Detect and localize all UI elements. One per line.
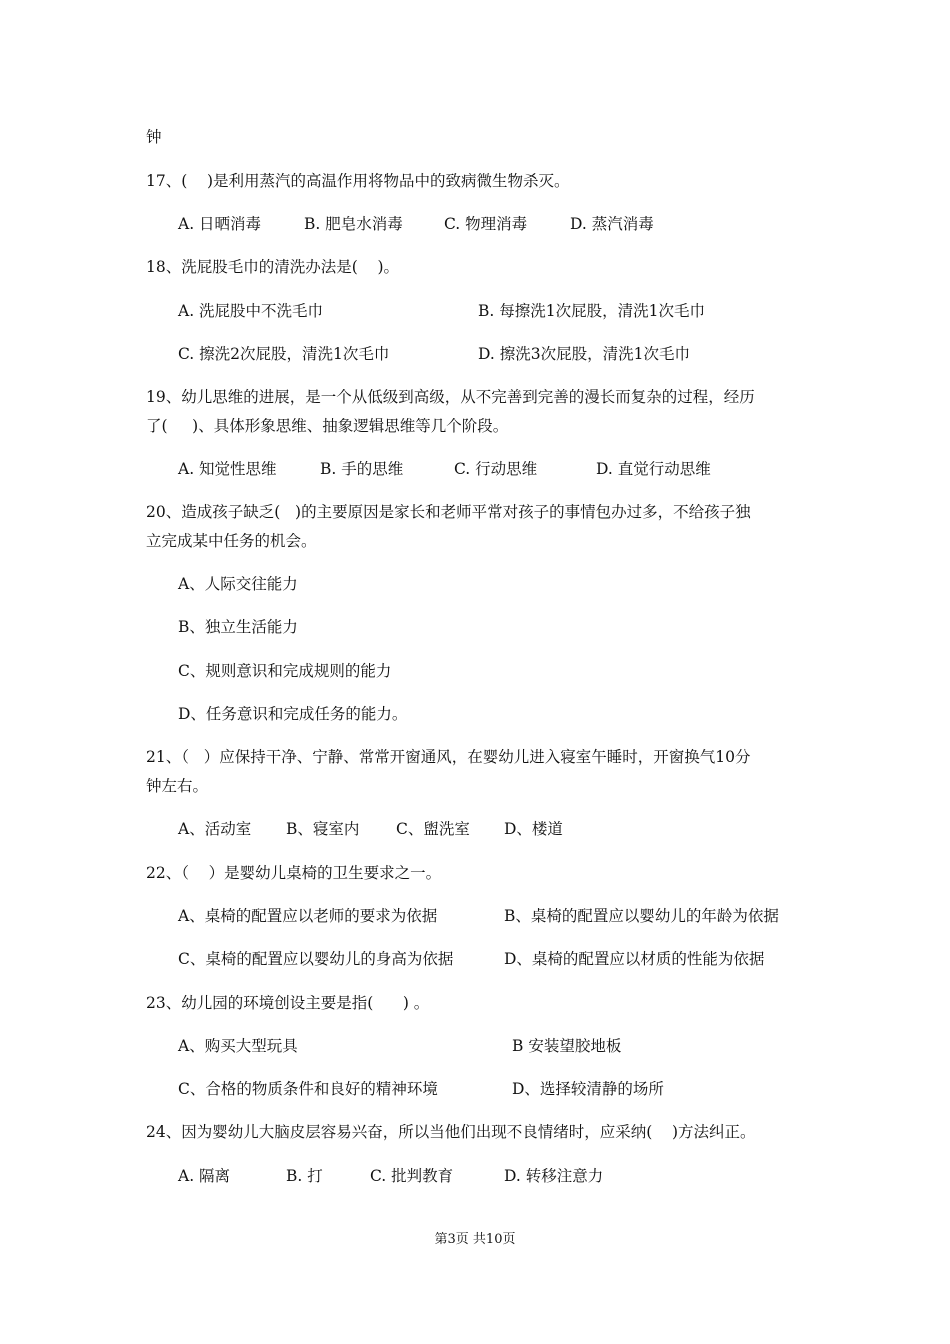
option: A. 日晒消毒 <box>178 215 262 233</box>
question-20: 20、造成孩子缺乏( )的主要原因是家长和老师平常对孩子的事情包办过多，不给孩子独 <box>146 503 751 521</box>
option: B. 每擦洗1次屁股，清洗1次毛巾 <box>478 302 705 320</box>
option: B. 手的思维 <box>320 460 404 478</box>
option: D、楼道 <box>504 820 563 838</box>
question-19: 19、幼儿思维的进展，是一个从低级到高级，从不完善到完善的漫长而复杂的过程，经历 <box>146 388 755 406</box>
option: B. 肥皂水消毒 <box>304 215 403 233</box>
option: A、人际交往能力 <box>178 575 298 593</box>
question-23: 23、幼儿园的环境创设主要是指( ) 。 <box>146 994 430 1012</box>
option: C. 擦洗2次屁股，清洗1次毛巾 <box>178 345 390 363</box>
option: B. 打 <box>286 1167 323 1185</box>
option: D、任务意识和完成任务的能力。 <box>178 705 408 723</box>
option: A. 洗屁股中不洗毛巾 <box>178 302 324 320</box>
option: B、独立生活能力 <box>178 618 298 636</box>
question-24: 24、因为婴幼儿大脑皮层容易兴奋，所以当他们出现不良情绪时，应采纳( )方法纠正。 <box>146 1123 756 1141</box>
option: B 安装望胶地板 <box>512 1037 622 1055</box>
option: A. 知觉性思维 <box>178 460 277 478</box>
option: C、规则意识和完成规则的能力 <box>178 662 392 680</box>
option: A、活动室 <box>178 820 252 838</box>
option: A、桌椅的配置应以老师的要求为依据 <box>178 907 438 925</box>
option: C. 批判教育 <box>370 1167 454 1185</box>
question-17: 17、( )是利用蒸汽的高温作用将物品中的致病微生物杀灭。 <box>146 172 570 190</box>
option: D. 直觉行动思维 <box>596 460 711 478</box>
question-21-cont: 钟左右。 <box>146 777 209 795</box>
option: C. 行动思维 <box>454 460 538 478</box>
question-19-cont: 了( )、具体形象思维、抽象逻辑思维等几个阶段。 <box>146 417 509 435</box>
option: C. 物理消毒 <box>444 215 528 233</box>
option: D、桌椅的配置应以材质的性能为依据 <box>504 950 765 968</box>
option: B、寝室内 <box>286 820 360 838</box>
option: D. 擦洗3次屁股，清洗1次毛巾 <box>478 345 690 363</box>
option: B、桌椅的配置应以婴幼儿的年龄为依据 <box>504 907 779 925</box>
question-18: 18、洗屁股毛巾的清洗办法是( )。 <box>146 258 400 276</box>
option: A. 隔离 <box>178 1167 231 1185</box>
text-line: 钟 <box>146 128 162 146</box>
page-footer: 第3页 共10页 <box>434 1232 516 1247</box>
question-22: 22、（ ）是婴幼儿桌椅的卫生要求之一。 <box>146 864 442 882</box>
option: C、合格的物质条件和良好的精神环境 <box>178 1080 438 1098</box>
option: A、购买大型玩具 <box>178 1037 298 1055</box>
option: D. 蒸汽消毒 <box>570 215 654 233</box>
option: D. 转移注意力 <box>504 1167 604 1185</box>
question-21: 21、（ ）应保持干净、宁静、常常开窗通风，在婴幼儿进入寝室午睡时，开窗换气10分 <box>146 748 751 766</box>
question-20-cont: 立完成某中任务的机会。 <box>146 532 317 550</box>
option: C、桌椅的配置应以婴幼儿的身高为依据 <box>178 950 454 968</box>
option: D、选择较清静的场所 <box>512 1080 664 1098</box>
option: C、盥洗室 <box>396 820 470 838</box>
